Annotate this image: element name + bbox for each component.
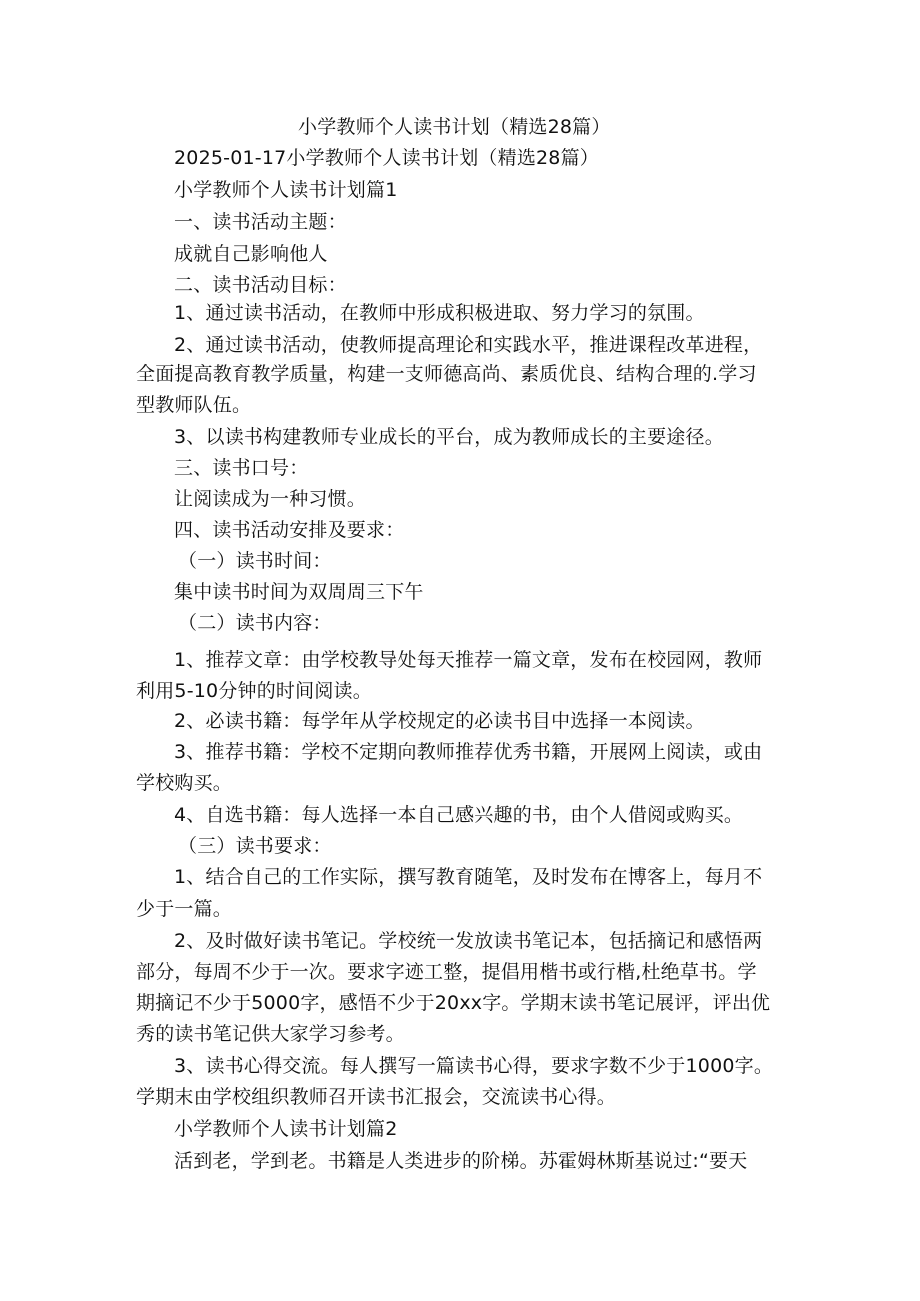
paragraph-line: 1、结合自己的工作实际，撰写教育随笔，及时发布在博客上，每月不: [174, 866, 763, 888]
paragraph-line: 期摘记不少于5000字，感悟不少于20xx字。学期末读书笔记展评，评出优: [136, 992, 771, 1014]
section-heading: 小学教师个人读书计划篇2: [174, 1118, 398, 1140]
paragraph-line: （一）读书时间：: [178, 550, 332, 572]
paragraph-line: （二）读书内容：: [178, 612, 332, 634]
paragraph-line: 全面提高教育教学质量，构建一支师德高尚、素质优良、结构合理的.学习: [136, 363, 757, 385]
paragraph-line: 学期末由学校组织教师召开读书汇报会，交流读书心得。: [136, 1086, 617, 1108]
paragraph-line: 4、自选书籍：每人选择一本自己感兴趣的书，由个人借阅或购买。: [174, 804, 744, 826]
section-heading: 小学教师个人读书计划篇1: [174, 179, 398, 201]
paragraph-line: 集中读书时间为双周周三下午: [174, 581, 424, 603]
paragraph-line: 部分，每周不少于一次。要求字迹工整，提倡用楷书或行楷,杜绝草书。学: [136, 961, 757, 983]
paragraph-line: 四、读书活动安排及要求：: [174, 519, 405, 541]
paragraph-line: 3、读书心得交流。每人撰写一篇读书心得，要求字数不少于1000字。: [174, 1055, 774, 1077]
paragraph-line: （三）读书要求：: [178, 835, 332, 857]
paragraph-line: 让阅读成为一种习惯。: [174, 488, 367, 510]
paragraph-line: 利用5-10分钟的时间阅读。: [136, 680, 372, 702]
paragraph-line: 秀的读书笔记供大家学习参考。: [136, 1023, 405, 1045]
paragraph-line: 1、推荐文章：由学校教导处每天推荐一篇文章，发布在校园网，教师: [174, 649, 763, 671]
paragraph-line: 二、读书活动目标：: [174, 274, 347, 296]
paragraph-line: 1、通过读书活动，在教师中形成积极进取、努力学习的氛围。: [174, 302, 705, 324]
paragraph-line: 3、推荐书籍：学校不定期向教师推荐优秀书籍，开展网上阅读，或由: [174, 741, 763, 763]
date-line: 2025-01-17小学教师个人读书计划（精选28篇）: [174, 147, 599, 169]
paragraph-line: 活到老，学到老。书籍是人类进步的阶梯。苏霍姆林斯基说过:“要天: [174, 1150, 748, 1172]
paragraph-line: 三、读书口号：: [174, 457, 309, 479]
paragraph-line: 2、通过读书活动，使教师提高理论和实践水平，推进课程改革进程，: [174, 334, 763, 356]
paragraph-line: 3、以读书构建教师专业成长的平台，成为教师成长的主要途径。: [174, 426, 724, 448]
paragraph-line: 2、必读书籍：每学年从学校规定的必读书目中选择一本阅读。: [174, 710, 705, 732]
paragraph-line: 成就自己影响他人: [174, 243, 328, 265]
document-title: 小学教师个人读书计划（精选28篇）: [298, 116, 611, 138]
paragraph-line: 2、及时做好读书笔记。学校统一发放读书笔记本，包括摘记和感悟两: [174, 930, 763, 952]
paragraph-line: 学校购买。: [136, 772, 233, 794]
paragraph-line: 一、读书活动主题：: [174, 211, 347, 233]
paragraph-line: 少于一篇。: [136, 898, 233, 920]
paragraph-line: 型教师队伍。: [136, 394, 252, 416]
